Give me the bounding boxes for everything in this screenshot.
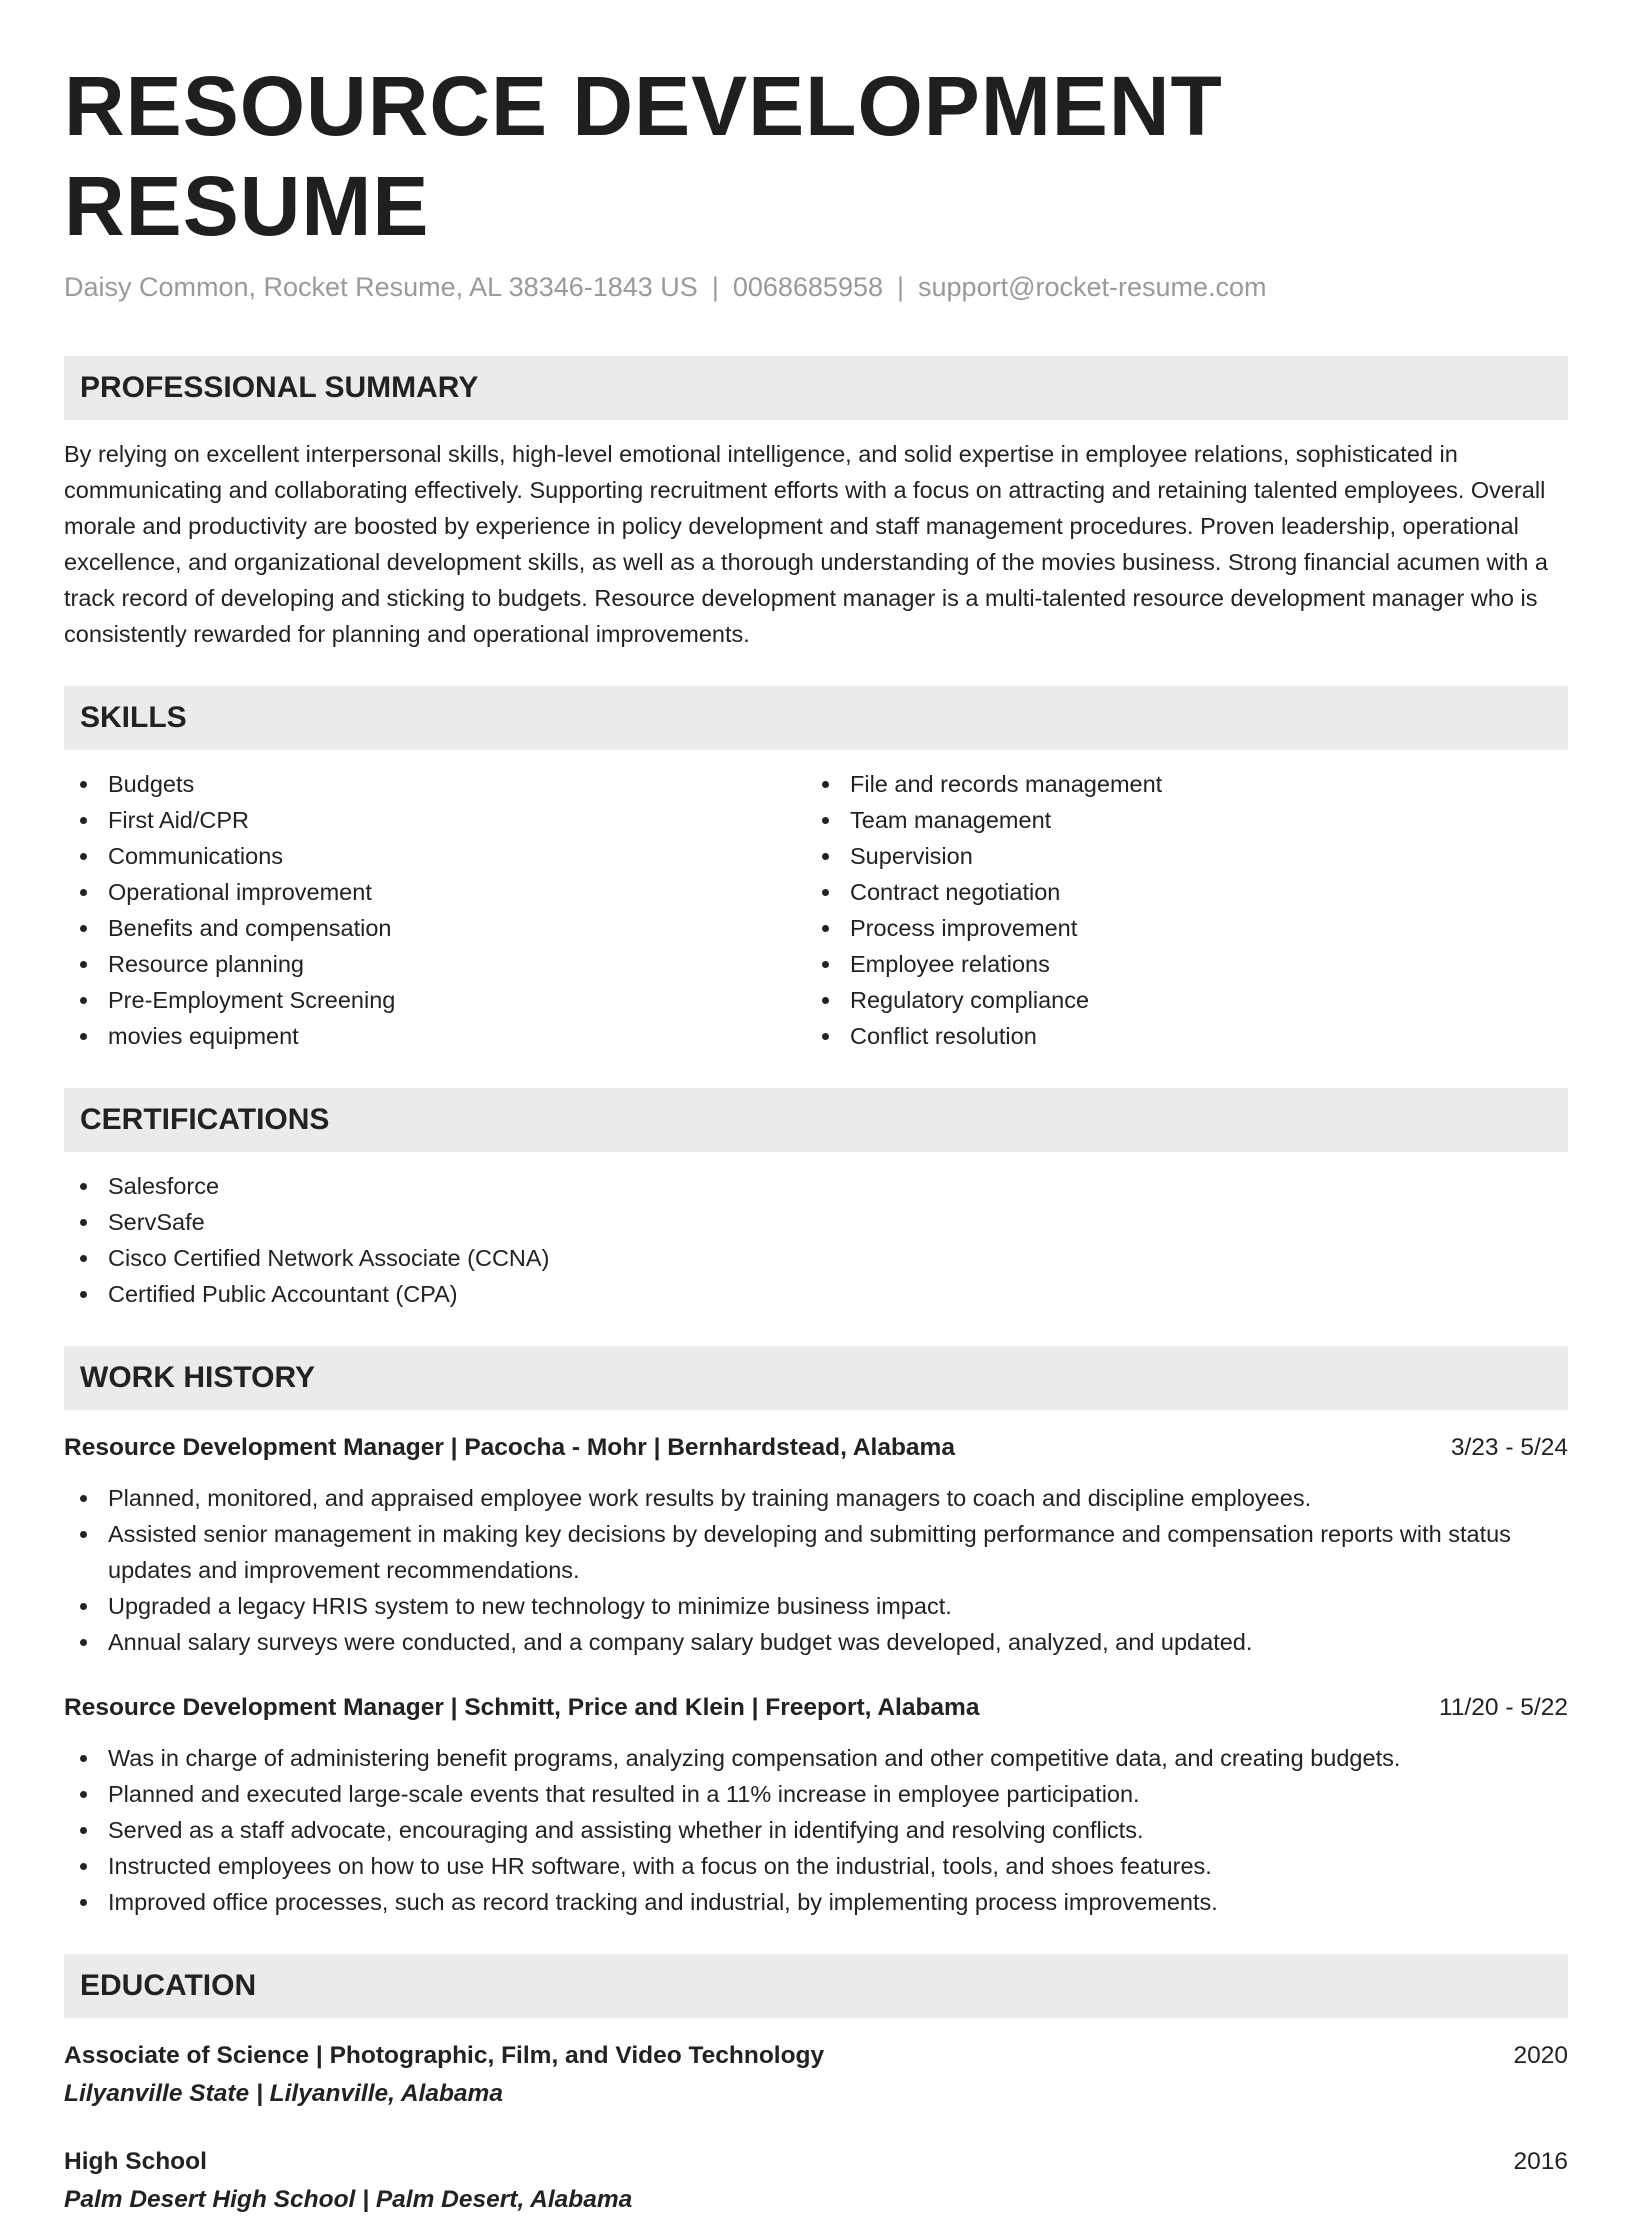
education-year: 2020 bbox=[1513, 2042, 1568, 2069]
education-year: 2016 bbox=[1513, 2148, 1568, 2175]
skill-item: First Aid/CPR bbox=[64, 802, 806, 838]
certification-item: Cisco Certified Network Associate (CCNA) bbox=[64, 1240, 1568, 1276]
job-bullet: Assisted senior management in making key decisions by developing and submitting performance and compensation reports with status updates and improvement recommendations. bbox=[64, 1516, 1568, 1588]
contact-line bbox=[64, 270, 1568, 304]
job-title: Resource Development Manager | Schmitt, Price and Klein | Freeport, Alabama bbox=[64, 1694, 980, 1721]
skill-item: Resource planning bbox=[64, 946, 806, 982]
job-bullet: Annual salary surveys were conducted, and a company salary budget was developed, analyzed, and updated. bbox=[64, 1624, 1568, 1660]
skill-item: Benefits and compensation bbox=[64, 910, 806, 946]
skills-list bbox=[64, 766, 1568, 1054]
job-dates: 11/20 - 5/22 bbox=[1439, 1694, 1568, 1721]
education-school: Lilyanville State | Lilyanville, Alabama bbox=[64, 2080, 503, 2107]
contact-separator: | bbox=[897, 272, 905, 302]
summary-text: By relying on excellent interpersonal skills, high-level emotional intelligence, and solid expertise in employee relations, sophisticated in communicating and collaborating effectively. Supporting recruitment efforts with a focus on attracting and retaining talented employees. Overall morale and productivity are boosted by experience in policy development and staff management procedures. Proven leadership, operational excellence, and organizational development skills, as well as a thorough understanding of the movies business. Strong financial acumen with a track record of developing and sticking to budgets. Resource development manager is a multi-talented resource development manager who is consistently rewarded for planning and operational improvements. bbox=[64, 441, 1548, 647]
job-title: Resource Development Manager | Pacocha - Mohr | Bernhardstead, Alabama bbox=[64, 1434, 955, 1461]
skill-item: Contract negotiation bbox=[806, 874, 1548, 910]
education-header bbox=[64, 2144, 1568, 2180]
skill-item: Employee relations bbox=[806, 946, 1548, 982]
skill-item: Communications bbox=[64, 838, 806, 874]
education-degree: Associate of Science | Photographic, Film, and Video Technology bbox=[64, 2042, 825, 2069]
job-bullet: Upgraded a legacy HRIS system to new technology to minimize business impact. bbox=[64, 1588, 1568, 1624]
job-bullet: Planned, monitored, and appraised employee work results by training managers to coach and discipline employees. bbox=[64, 1480, 1568, 1516]
section-heading-certifications: CERTIFICATIONS bbox=[64, 1088, 1568, 1152]
skill-item: movies equipment bbox=[64, 1018, 806, 1054]
skill-item: Conflict resolution bbox=[806, 1018, 1548, 1054]
certifications-list bbox=[64, 1168, 1568, 1312]
education-school: Palm Desert High School | Palm Desert, Alabama bbox=[64, 2186, 633, 2213]
contact-phone: 0068685958 bbox=[732, 272, 883, 302]
section-heading-skills: SKILLS bbox=[64, 686, 1568, 750]
section-heading-work-history: WORK HISTORY bbox=[64, 1346, 1568, 1410]
job-bullet: Was in charge of administering benefit programs, analyzing compensation and other competitive data, and creating budgets. bbox=[64, 1740, 1568, 1776]
skill-item: Operational improvement bbox=[64, 874, 806, 910]
job-bullets bbox=[64, 1480, 1568, 1660]
skill-item: Team management bbox=[806, 802, 1548, 838]
certification-item: Salesforce bbox=[64, 1168, 1568, 1204]
certification-item: ServSafe bbox=[64, 1204, 1568, 1240]
resume-title: RESOURCE DEVELOPMENT RESUME bbox=[64, 59, 1223, 253]
education-degree: High School bbox=[64, 2148, 207, 2175]
job-dates: 3/23 - 5/24 bbox=[1450, 1434, 1568, 1461]
job-bullet: Improved office processes, such as record tracking and industrial, by implementing process improvements. bbox=[64, 1884, 1568, 1920]
skills-column-right bbox=[806, 766, 1548, 1054]
job-header bbox=[64, 1690, 1568, 1726]
section-heading-summary: PROFESSIONAL SUMMARY bbox=[64, 356, 1568, 420]
job-bullet: Served as a staff advocate, encouraging and assisting whether in identifying and resolving conflicts. bbox=[64, 1812, 1568, 1848]
job-header bbox=[64, 1430, 1568, 1466]
section-heading-education: EDUCATION bbox=[64, 1954, 1568, 2018]
skill-item: File and records management bbox=[806, 766, 1548, 802]
job-bullet: Planned and executed large-scale events that resulted in a 11% increase in employee participation. bbox=[64, 1776, 1568, 1812]
contact-separator: | bbox=[711, 272, 719, 302]
skills-column-left bbox=[64, 766, 806, 1054]
job-bullets bbox=[64, 1740, 1568, 1920]
skill-item: Supervision bbox=[806, 838, 1548, 874]
contact-address: Daisy Common, Rocket Resume, AL 38346-1843 US bbox=[64, 272, 698, 302]
skill-item: Process improvement bbox=[806, 910, 1548, 946]
skill-item: Budgets bbox=[64, 766, 806, 802]
contact-email: support@rocket-resume.com bbox=[918, 272, 1267, 302]
education-header bbox=[64, 2038, 1568, 2074]
certification-item: Certified Public Accountant (CPA) bbox=[64, 1276, 1568, 1312]
job-bullet: Instructed employees on how to use HR software, with a focus on the industrial, tools, and shoes features. bbox=[64, 1848, 1568, 1884]
skill-item: Regulatory compliance bbox=[806, 982, 1548, 1018]
skill-item: Pre-Employment Screening bbox=[64, 982, 806, 1018]
